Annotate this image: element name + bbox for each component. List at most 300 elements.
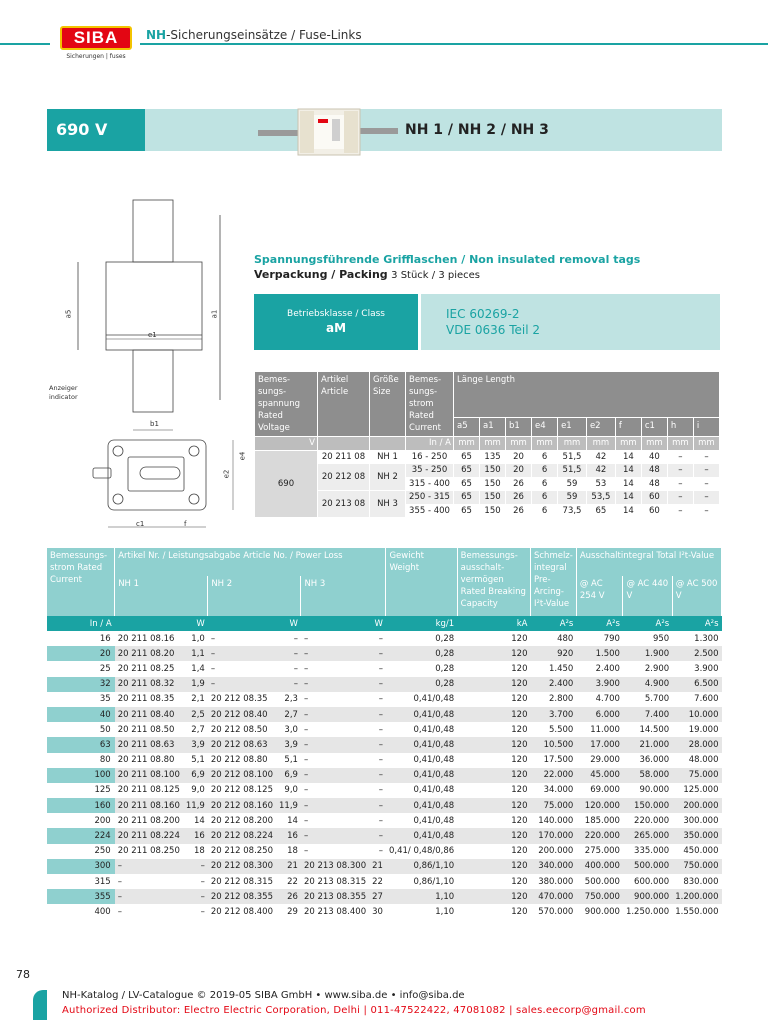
dim-value-cell: 51,5	[558, 450, 587, 464]
weight-cell: 0,41/0,48	[386, 737, 457, 752]
nh2-loss-cell: –	[276, 631, 301, 646]
nh1-loss-cell: 1,4	[183, 661, 208, 676]
dim-size-cell: NH 2	[370, 464, 406, 491]
breaking-capacity-cell: 120	[457, 692, 530, 707]
pre-arcing-cell: 10.500	[530, 737, 576, 752]
nh3-loss-cell: –	[369, 828, 386, 843]
dim-value-cell: 14	[615, 504, 641, 518]
class-label: Betriebsklasse / Class	[287, 309, 385, 319]
table-row	[47, 889, 722, 904]
weight-cell: 0,86/1,10	[386, 874, 457, 889]
header-rule-left	[0, 43, 50, 45]
total-440-cell: 36.000	[623, 753, 672, 768]
nh1-article-cell: 20 211 08.250	[115, 844, 183, 859]
nh1-loss-cell: 2,7	[183, 722, 208, 737]
nh2-article-cell: 20 212 08.355	[208, 889, 276, 904]
dim-b1: b1	[150, 420, 159, 428]
current-cell: 16	[47, 631, 115, 646]
total-254-cell: 900.000	[576, 904, 623, 919]
header-rule-right	[140, 43, 768, 45]
nh3-article-cell: –	[301, 768, 369, 783]
total-254-cell: 45.000	[576, 768, 623, 783]
weight-cell: 0,41/0,48	[386, 692, 457, 707]
total-500-cell: 125.000	[672, 783, 721, 798]
dim-article-cell: 20 213 08	[318, 491, 370, 518]
dim-unit-v: V	[255, 437, 318, 451]
nh3-article-cell: –	[301, 646, 369, 661]
dim-e1: e1	[148, 331, 157, 339]
nh3-article-cell: –	[301, 798, 369, 813]
main-body	[47, 631, 722, 920]
table-row	[47, 904, 722, 919]
total-254-cell: 500.000	[576, 874, 623, 889]
removal-tags-note: Spannungsführende Grifflaschen / Non insulated removal tags	[254, 253, 641, 266]
dim-h-length: Länge Length	[454, 372, 720, 418]
logo-text: SIBA	[60, 26, 132, 50]
dim-value-cell: –	[693, 504, 719, 518]
total-254-cell: 400.000	[576, 859, 623, 874]
nh2-loss-cell: 11,9	[276, 798, 301, 813]
nh2-article-cell: –	[208, 677, 276, 692]
dim-e4: e4	[238, 451, 247, 461]
dim-row	[255, 450, 720, 464]
dim-value-cell: 40	[641, 450, 667, 464]
class-box	[254, 294, 418, 350]
pre-arcing-cell: 5.500	[530, 722, 576, 737]
dim-unit-mm: mm	[454, 437, 480, 451]
dim-size-cell: NH 3	[370, 491, 406, 518]
main-h-melting: Schmelz-integral Pre-Arcing-I²t-Value	[530, 548, 576, 616]
nh2-article-cell: 20 212 08.315	[208, 874, 276, 889]
total-254-cell: 1.500	[576, 646, 623, 661]
unit-a2s-1: A²s	[530, 616, 576, 631]
nh2-loss-cell: 22	[276, 874, 301, 889]
dim-value-cell: 59	[558, 477, 587, 491]
dim-value-cell: 6	[532, 450, 558, 464]
pre-arcing-cell: 1.450	[530, 661, 576, 676]
nh1-article-cell: 20 211 08.32	[115, 677, 183, 692]
nh1-article-cell: 20 211 08.20	[115, 646, 183, 661]
total-440-cell: 900.000	[623, 889, 672, 904]
nh2-article-cell: 20 212 08.224	[208, 828, 276, 843]
dim-h-a1: a1	[480, 418, 506, 437]
dim-unit-mm: mm	[641, 437, 667, 451]
table-row	[47, 631, 722, 646]
nh1-loss-cell: 2,5	[183, 707, 208, 722]
dim-value-cell: 59	[558, 491, 587, 505]
dim-row	[255, 491, 720, 505]
nh2-loss-cell: 6,9	[276, 768, 301, 783]
dim-current-cell: 315 - 400	[406, 477, 454, 491]
table-row	[47, 737, 722, 752]
dim-value-cell: 14	[615, 464, 641, 478]
total-500-cell: 48.000	[672, 753, 721, 768]
unit-nh3-blank	[301, 616, 369, 631]
nh1-loss-cell: 1,1	[183, 646, 208, 661]
breaking-capacity-cell: 120	[457, 874, 530, 889]
nh3-article-cell: –	[301, 844, 369, 859]
pre-arcing-cell: 2.800	[530, 692, 576, 707]
dim-h-b1: b1	[506, 418, 532, 437]
weight-cell: 0,41/0,48	[386, 828, 457, 843]
nh2-article-cell: 20 212 08.50	[208, 722, 276, 737]
dim-unit-in: In / A	[406, 437, 454, 451]
nh2-loss-cell: 14	[276, 813, 301, 828]
nh3-loss-cell: 30	[369, 904, 386, 919]
pre-arcing-cell: 170.000	[530, 828, 576, 843]
nh3-loss-cell: –	[369, 753, 386, 768]
breaking-capacity-cell: 120	[457, 859, 530, 874]
main-h-nh3: NH 3	[301, 576, 386, 616]
dim-h-e4: e4	[532, 418, 558, 437]
total-254-cell: 17.000	[576, 737, 623, 752]
nh1-loss-cell: 9,0	[183, 783, 208, 798]
nh2-article-cell: 20 212 08.400	[208, 904, 276, 919]
total-440-cell: 335.000	[623, 844, 672, 859]
table-row	[47, 828, 722, 843]
total-254-cell: 790	[576, 631, 623, 646]
nh1-article-cell: 20 211 08.63	[115, 737, 183, 752]
current-cell: 80	[47, 753, 115, 768]
main-h-ac254: @ AC 254 V	[576, 576, 623, 616]
dim-value-cell: 60	[641, 491, 667, 505]
dim-value-cell: 150	[480, 491, 506, 505]
dim-value-cell: 26	[506, 491, 532, 505]
dim-units-row	[255, 437, 720, 451]
table-row	[47, 874, 722, 889]
table-row	[47, 677, 722, 692]
dim-h-f: f	[615, 418, 641, 437]
nh1-loss-cell: 1,9	[183, 677, 208, 692]
nh3-loss-cell: 22	[369, 874, 386, 889]
current-cell: 50	[47, 722, 115, 737]
nh1-article-cell: 20 211 08.125	[115, 783, 183, 798]
dim-unit-mm: mm	[558, 437, 587, 451]
dim-unit-mm: mm	[586, 437, 615, 451]
total-440-cell: 2.900	[623, 661, 672, 676]
dim-value-cell: 48	[641, 464, 667, 478]
nh1-loss-cell: 2,1	[183, 692, 208, 707]
dim-value-cell: 6	[532, 464, 558, 478]
pre-arcing-cell: 340.000	[530, 859, 576, 874]
breaking-capacity-cell: 120	[457, 722, 530, 737]
current-cell: 32	[47, 677, 115, 692]
dim-row	[255, 464, 720, 478]
dim-unit-mm: mm	[667, 437, 693, 451]
dim-value-cell: 150	[480, 464, 506, 478]
standard-iec: IEC 60269-2	[446, 307, 520, 321]
dim-header-row	[255, 372, 720, 418]
dim-size-cell: NH 1	[370, 450, 406, 464]
nh2-article-cell: 20 212 08.40	[208, 707, 276, 722]
current-cell: 40	[47, 707, 115, 722]
nh1-loss-cell: –	[183, 859, 208, 874]
weight-cell: 0,41/0,48	[386, 783, 457, 798]
nh2-loss-cell: 16	[276, 828, 301, 843]
dim-h-voltage: Bemes-sungs-spannung Rated Voltage	[255, 372, 318, 437]
table-row	[47, 646, 722, 661]
dim-h-size: Größe Size	[370, 372, 406, 437]
standard-vde: VDE 0636 Teil 2	[446, 323, 540, 337]
nh2-loss-cell: 29	[276, 904, 301, 919]
nh3-loss-cell: –	[369, 798, 386, 813]
total-440-cell: 4.900	[623, 677, 672, 692]
total-440-cell: 90.000	[623, 783, 672, 798]
total-254-cell: 275.000	[576, 844, 623, 859]
current-cell: 200	[47, 813, 115, 828]
table-row	[47, 844, 722, 859]
header-title: NH-Sicherungseinsätze / Fuse-Links	[146, 28, 362, 42]
dim-value-cell: 65	[454, 464, 480, 478]
nh3-article-cell: –	[301, 677, 369, 692]
current-cell: 100	[47, 768, 115, 783]
nh3-article-cell: –	[301, 753, 369, 768]
total-440-cell: 21.000	[623, 737, 672, 752]
nh1-article-cell: 20 211 08.35	[115, 692, 183, 707]
breaking-capacity-cell: 120	[457, 783, 530, 798]
footer-copyright: NH-Katalog / LV-Catalogue © 2019-05 SIBA GmbH • www.siba.de • info@siba.de	[62, 990, 465, 1001]
dim-value-cell: 65	[454, 504, 480, 518]
table-row	[47, 813, 722, 828]
nh1-loss-cell: 11,9	[183, 798, 208, 813]
weight-cell: 1,10	[386, 904, 457, 919]
nh2-article-cell: 20 212 08.63	[208, 737, 276, 752]
unit-nh1-blank	[115, 616, 183, 631]
dim-value-cell: 135	[480, 450, 506, 464]
weight-cell: 0,41/0,48	[386, 722, 457, 737]
table-row	[47, 707, 722, 722]
table-row	[47, 859, 722, 874]
dim-value-cell: 48	[641, 477, 667, 491]
nh2-loss-cell: 21	[276, 859, 301, 874]
unit-w3: W	[369, 616, 386, 631]
dim-value-cell: 73,5	[558, 504, 587, 518]
weight-cell: 0,28	[386, 646, 457, 661]
total-254-cell: 120.000	[576, 798, 623, 813]
nh1-article-cell: 20 211 08.224	[115, 828, 183, 843]
nh3-article-cell: –	[301, 828, 369, 843]
footer-distributor: Authorized Distributor: Electro Electric Corporation, Delhi | 011-47522422, 47081082 | sales.eecorp@gmail.com	[62, 1005, 646, 1016]
breaking-capacity-cell: 120	[457, 737, 530, 752]
dimension-drawing	[48, 195, 248, 540]
pre-arcing-cell: 22.000	[530, 768, 576, 783]
dim-value-cell: 65	[454, 450, 480, 464]
nh1-article-cell: –	[115, 889, 183, 904]
nh3-loss-cell: –	[369, 631, 386, 646]
dim-h-article: Artikel Article	[318, 372, 370, 437]
breaking-capacity-cell: 120	[457, 646, 530, 661]
nh3-article-cell: 20 213 08.315	[301, 874, 369, 889]
nh3-article-cell: 20 213 08.300	[301, 859, 369, 874]
unit-a2s-2: A²s	[576, 616, 623, 631]
pre-arcing-cell: 380.000	[530, 874, 576, 889]
nh2-loss-cell: 5,1	[276, 753, 301, 768]
weight-cell: 0,41/0,48	[386, 768, 457, 783]
weight-cell: 1,10	[386, 889, 457, 904]
total-500-cell: 7.600	[672, 692, 721, 707]
dim-value-cell: –	[667, 477, 693, 491]
nh3-loss-cell: 27	[369, 889, 386, 904]
dim-value-cell: –	[693, 464, 719, 478]
total-500-cell: 28.000	[672, 737, 721, 752]
breaking-capacity-cell: 120	[457, 904, 530, 919]
dim-current-cell: 35 - 250	[406, 464, 454, 478]
nh1-loss-cell: 3,9	[183, 737, 208, 752]
nh3-article-cell: 20 213 08.355	[301, 889, 369, 904]
total-254-cell: 29.000	[576, 753, 623, 768]
total-500-cell: 350.000	[672, 828, 721, 843]
nh2-loss-cell: –	[276, 677, 301, 692]
indicator-label: Anzeiger indicator	[49, 384, 78, 401]
dim-unit-blank-1	[318, 437, 370, 451]
current-cell: 300	[47, 859, 115, 874]
total-440-cell: 950	[623, 631, 672, 646]
dim-value-cell: –	[667, 450, 693, 464]
dimensions-table	[254, 371, 720, 518]
main-h-total: Ausschaltintegral Total I²t-Value	[576, 548, 721, 576]
dim-value-cell: –	[693, 477, 719, 491]
weight-cell: 0,28	[386, 631, 457, 646]
nh1-loss-cell: –	[183, 904, 208, 919]
nh1-loss-cell: –	[183, 874, 208, 889]
breaking-capacity-cell: 120	[457, 768, 530, 783]
breaking-capacity-cell: 120	[457, 677, 530, 692]
total-500-cell: 450.000	[672, 844, 721, 859]
nh2-article-cell: 20 212 08.300	[208, 859, 276, 874]
dim-unit-mm: mm	[615, 437, 641, 451]
dim-value-cell: 150	[480, 504, 506, 518]
total-440-cell: 600.000	[623, 874, 672, 889]
breaking-capacity-cell: 120	[457, 798, 530, 813]
table-row	[47, 798, 722, 813]
total-254-cell: 4.700	[576, 692, 623, 707]
total-440-cell: 1.900	[623, 646, 672, 661]
dim-value-cell: 26	[506, 477, 532, 491]
nh1-loss-cell: 1,0	[183, 631, 208, 646]
dim-value-cell: 14	[615, 477, 641, 491]
breaking-capacity-cell: 120	[457, 631, 530, 646]
unit-a2s-4: A²s	[672, 616, 721, 631]
nh1-article-cell: 20 211 08.100	[115, 768, 183, 783]
total-254-cell: 3.900	[576, 677, 623, 692]
weight-cell: 0,28	[386, 677, 457, 692]
dim-value-cell: –	[667, 491, 693, 505]
nh2-article-cell: 20 212 08.160	[208, 798, 276, 813]
total-500-cell: 1.200.000	[672, 889, 721, 904]
dim-unit-mm: mm	[480, 437, 506, 451]
nh2-loss-cell: 3,0	[276, 722, 301, 737]
breaking-capacity-cell: 120	[457, 844, 530, 859]
nh3-loss-cell: –	[369, 737, 386, 752]
nh3-article-cell: –	[301, 722, 369, 737]
total-500-cell: 2.500	[672, 646, 721, 661]
nh2-article-cell: –	[208, 646, 276, 661]
packing-note: Verpackung / Packing 3 Stück / 3 pieces	[254, 268, 480, 281]
nh2-article-cell: 20 212 08.100	[208, 768, 276, 783]
nh3-loss-cell: –	[369, 768, 386, 783]
dim-value-cell: 42	[586, 464, 615, 478]
nh1-article-cell: 20 211 08.50	[115, 722, 183, 737]
current-cell: 224	[47, 828, 115, 843]
dim-value-cell: 65	[454, 491, 480, 505]
current-cell: 315	[47, 874, 115, 889]
dim-value-cell: 42	[586, 450, 615, 464]
nh3-article-cell: –	[301, 661, 369, 676]
logo-subtext: Sicherungen | fuses	[66, 53, 126, 60]
dim-c1: c1	[136, 520, 145, 528]
fuse-link-image	[258, 103, 398, 163]
pre-arcing-cell: 570.000	[530, 904, 576, 919]
total-440-cell: 220.000	[623, 813, 672, 828]
dim-article-cell: 20 211 08	[318, 450, 370, 464]
total-500-cell: 6.500	[672, 677, 721, 692]
total-500-cell: 10.000	[672, 707, 721, 722]
footer-accent	[33, 990, 47, 1020]
unit-kg: kg/1	[386, 616, 457, 631]
weight-cell: 0,86/1,10	[386, 859, 457, 874]
main-h-breaking: Bemessungs-ausschalt-vermögen Rated Breaking Capacity	[457, 548, 530, 616]
nh2-loss-cell: 18	[276, 844, 301, 859]
nh2-article-cell: 20 212 08.125	[208, 783, 276, 798]
total-440-cell: 265.000	[623, 828, 672, 843]
pre-arcing-cell: 3.700	[530, 707, 576, 722]
breaking-capacity-cell: 120	[457, 661, 530, 676]
main-h-ac500: @ AC 500 V	[672, 576, 721, 616]
nh1-article-cell: 20 211 08.200	[115, 813, 183, 828]
total-254-cell: 2.400	[576, 661, 623, 676]
dim-h-e2: e2	[586, 418, 615, 437]
table-row	[47, 768, 722, 783]
nh3-loss-cell: –	[369, 707, 386, 722]
nh3-loss-cell: –	[369, 677, 386, 692]
nh1-loss-cell: –	[183, 889, 208, 904]
dim-value-cell: 14	[615, 450, 641, 464]
table-row	[47, 692, 722, 707]
nh3-article-cell: –	[301, 692, 369, 707]
main-units-row	[47, 616, 722, 631]
dim-h-e1: e1	[558, 418, 587, 437]
nh3-article-cell: –	[301, 783, 369, 798]
nh1-loss-cell: 18	[183, 844, 208, 859]
page-number: 78	[16, 968, 30, 981]
dim-value-cell: 6	[532, 491, 558, 505]
current-cell: 160	[47, 798, 115, 813]
current-cell: 355	[47, 889, 115, 904]
total-254-cell: 750.000	[576, 889, 623, 904]
nh3-loss-cell: –	[369, 783, 386, 798]
current-cell: 25	[47, 661, 115, 676]
dim-value-cell: 53,5	[586, 491, 615, 505]
unit-nh2-blank	[208, 616, 276, 631]
total-440-cell: 1.250.000	[623, 904, 672, 919]
nh2-article-cell: 20 212 08.35	[208, 692, 276, 707]
weight-cell: 0,41/0,48	[386, 707, 457, 722]
nh3-loss-cell: –	[369, 646, 386, 661]
nh1-loss-cell: 14	[183, 813, 208, 828]
dim-value-cell: 53	[586, 477, 615, 491]
pre-arcing-cell: 17.500	[530, 753, 576, 768]
main-h-current: Bemessungs-strom Rated Current	[47, 548, 115, 616]
table-row	[47, 661, 722, 676]
nh2-loss-cell: 3,9	[276, 737, 301, 752]
total-254-cell: 11.000	[576, 722, 623, 737]
total-440-cell: 5.700	[623, 692, 672, 707]
dim-current-cell: 355 - 400	[406, 504, 454, 518]
nh1-article-cell: 20 211 08.40	[115, 707, 183, 722]
nh2-loss-cell: 2,7	[276, 707, 301, 722]
dim-value-cell: 60	[641, 504, 667, 518]
current-cell: 250	[47, 844, 115, 859]
